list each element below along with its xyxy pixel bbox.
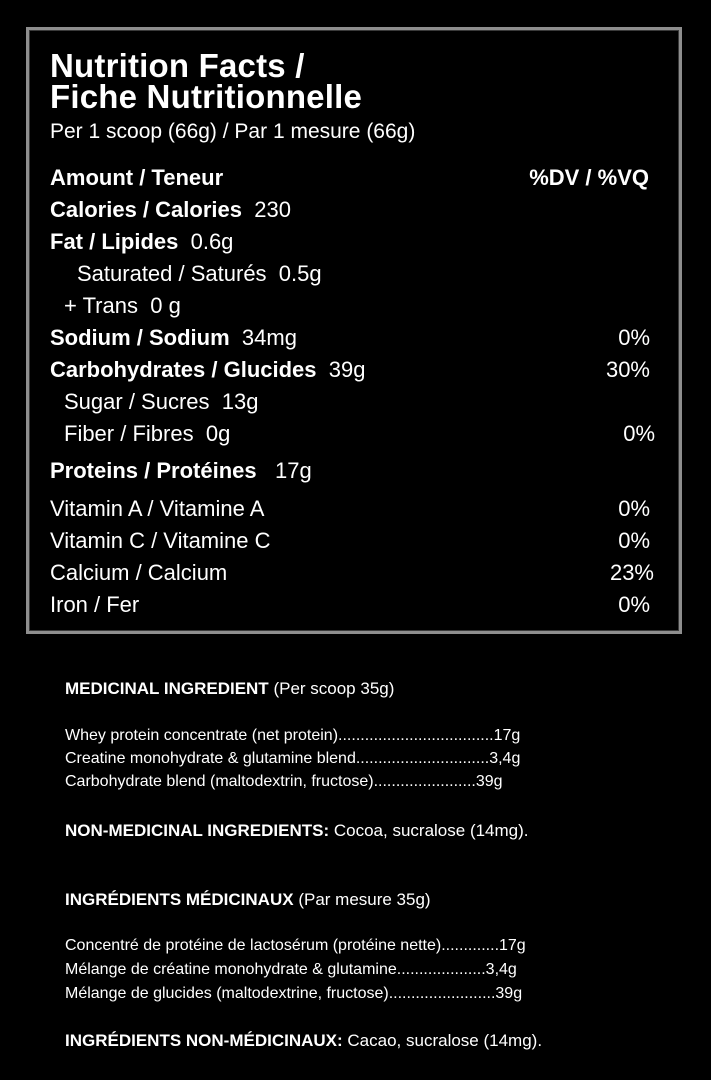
nutrient-value: 0 g xyxy=(150,293,181,318)
nutrient-row-sodium xyxy=(50,325,297,351)
nutrient-row-saturated xyxy=(77,261,322,287)
ingredient-line: Carbohydrate blend (maltodextrin, fructose).......................39g xyxy=(65,773,503,790)
non-medicinal-value: Cacao, sucralose (14mg). xyxy=(347,1031,543,1050)
nutrition-title-fr: Fiche Nutritionnelle xyxy=(50,78,363,115)
non-medicinal-label: NON-MEDICINAL INGREDIENTS: xyxy=(65,821,330,840)
nutrient-value: 17g xyxy=(274,458,312,483)
heading-label: INGRÉDIENTS MÉDICINAUX xyxy=(65,890,294,909)
ingredient-line: Concentré de protéine de lactosérum (protéine nette).............17g xyxy=(65,937,526,954)
nutrient-label: Fiber / Fibres xyxy=(64,421,194,446)
dv-header: %DV / %VQ xyxy=(529,165,649,190)
nutrient-row-proteins xyxy=(50,458,312,484)
nutrient-label: Fat / Lipides xyxy=(50,229,179,254)
medicinal-ingredient-heading xyxy=(65,679,394,699)
nutrient-row-fat xyxy=(50,229,233,255)
nutrient-value: 34mg xyxy=(241,325,297,350)
nutrient-row-sugar xyxy=(64,389,258,415)
nutrient-label: + Trans xyxy=(64,293,138,318)
nutrient-label: Sugar / Sucres xyxy=(64,389,210,414)
ingredient-line: Creatine monohydrate & glutamine blend..............................3,4g xyxy=(65,750,521,767)
nutrient-dv: 0% xyxy=(618,528,650,553)
nutrient-value: 39g xyxy=(328,357,366,382)
nutrient-value: 0g xyxy=(205,421,231,446)
nutrient-label: Calories / Calories xyxy=(50,197,242,222)
nutrient-row-vitamin-a: Vitamin A / Vitamine A xyxy=(50,496,265,521)
nutrient-label: Proteins / Protéines xyxy=(50,458,257,483)
nutrient-dv: 0% xyxy=(618,325,650,350)
heading-label: MEDICINAL INGREDIENT xyxy=(65,679,269,698)
ingredient-line: Whey protein concentrate (net protein)...................................17g xyxy=(65,727,521,744)
nutrient-row-iron: Iron / Fer xyxy=(50,592,140,617)
non-medicinal-label: INGRÉDIENTS NON-MÉDICINAUX: xyxy=(65,1031,343,1050)
nutrient-value: 230 xyxy=(254,197,291,222)
nutrient-row-calories xyxy=(50,197,291,223)
nutrient-dv: 23% xyxy=(609,560,654,585)
nutrient-dv: 0% xyxy=(623,421,655,446)
ingredients-non-medicinaux xyxy=(65,1031,542,1051)
nutrient-value: 0.5g xyxy=(278,261,322,286)
amount-header: Amount / Teneur xyxy=(50,165,224,190)
heading-note: (Per scoop 35g) xyxy=(273,679,395,698)
ingredient-line: Mélange de glucides (maltodextrine, fructose)........................39g xyxy=(65,985,523,1002)
nutrient-value: 13g xyxy=(221,389,259,414)
nutrient-dv: 0% xyxy=(618,496,650,521)
nutrient-label: Carbohydrates / Glucides xyxy=(50,357,317,382)
nutrient-label: Saturated / Saturés xyxy=(77,261,267,286)
heading-note: (Par mesure 35g) xyxy=(298,890,431,909)
serving-size: Per 1 scoop (66g) / Par 1 mesure (66g) xyxy=(50,120,416,143)
nutrient-row-carbohydrates xyxy=(50,357,365,383)
ingredient-line: Mélange de créatine monohydrate & glutamine....................3,4g xyxy=(65,961,517,978)
nutrient-value: 0.6g xyxy=(190,229,234,254)
nutrient-row-trans xyxy=(64,293,181,319)
nutrient-dv: 30% xyxy=(605,357,650,382)
nutrient-row-vitamin-c: Vitamin C / Vitamine C xyxy=(50,528,271,553)
ingredients-medicinaux-heading xyxy=(65,890,431,910)
non-medicinal-value: Cocoa, sucralose (14mg). xyxy=(333,821,529,840)
nutrient-dv: 0% xyxy=(618,592,650,617)
non-medicinal-ingredients xyxy=(65,821,529,841)
nutrient-row-fiber xyxy=(64,421,230,447)
nutrition-title-en: Nutrition Facts / xyxy=(50,47,305,84)
nutrient-row-calcium: Calcium / Calcium xyxy=(50,560,228,585)
nutrient-label: Sodium / Sodium xyxy=(50,325,230,350)
